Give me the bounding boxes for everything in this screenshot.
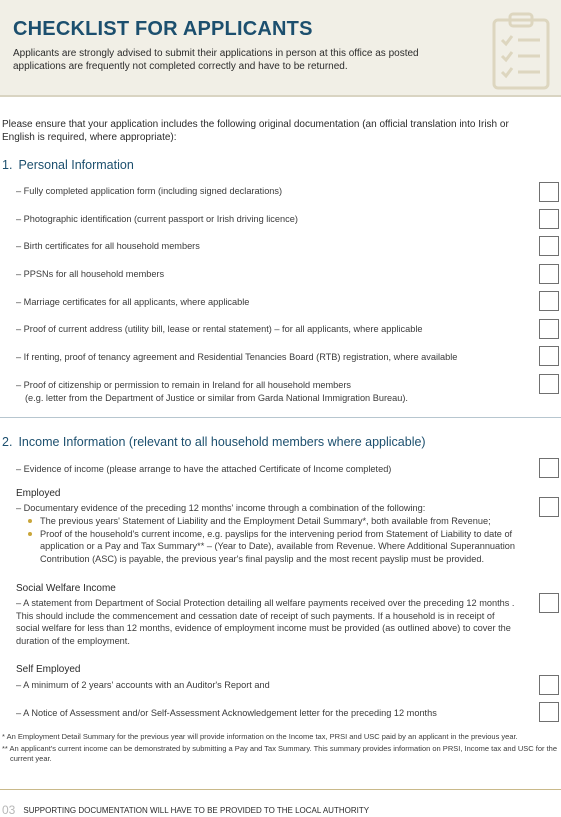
- checkbox-employed[interactable]: [539, 497, 559, 517]
- employed-bullet-current-income: Proof of the household's current income, e.g. payslips for the intervening period from Statement of Liability to date of application or a Pay and Tax Summary** – (Year to Date), available from Revenue. Where Additional Superannuation Contribution (ASC) is payable, the previous year's final payslip and the most recent payslip must be provided.: [26, 528, 551, 566]
- footer-divider: [0, 789, 561, 790]
- citizenship-line-2: (e.g. letter from the Department of Justice or similar from Garda National Immigration Bureau).: [25, 392, 408, 403]
- header-banner: [0, 0, 561, 97]
- checklist-item-application-form: – Fully completed application form (including signed declarations): [16, 186, 283, 196]
- section-1-heading: [2, 158, 134, 172]
- section-2-number: 2.: [2, 435, 13, 449]
- section-1-title: Personal Information: [18, 158, 134, 172]
- citizenship-line-1: – Proof of citizenship or permission to remain in Ireland for all household members: [16, 380, 351, 390]
- footer-text: SUPPORTING DOCUMENTATION WILL HAVE TO BE PROVIDED TO THE LOCAL AUTHORITY: [23, 806, 370, 815]
- checkbox-ppsns[interactable]: [539, 264, 559, 284]
- checkbox-proof-of-address[interactable]: [539, 319, 559, 339]
- checklist-item-proof-of-address: – Proof of current address (utility bill, lease or rental statement) – for all applicants, where applicable: [16, 324, 423, 334]
- checkbox-birth-certificates[interactable]: [539, 236, 559, 256]
- footnote-2: ** An applicant's current income can be demonstrated by submitting a Pay and Tax Summary. This summary provides information on PRSI, Income tax and USC for the current year.: [2, 744, 558, 763]
- section-1-number: 1.: [2, 158, 13, 172]
- checklist-item-citizenship: [16, 379, 531, 404]
- footnotes: [2, 732, 558, 766]
- social-welfare-text: – A statement from Department of Social Protection detailing all welfare payments received over the preceding 12 months . This should include the commencement and cessation date of receipt of such payments. If a household is in receipt of social welfare for less than 12 months, evidence of employment income must be provided (as outlined above) to cover the duration of the employment.: [16, 598, 515, 646]
- page-title: CHECKLIST FOR APPLICANTS: [13, 18, 313, 40]
- checklist-item-photo-id: – Photographic identification (current passport or Irish driving licence): [16, 214, 298, 224]
- checklist-item-birth-certificates: – Birth certificates for all household members: [16, 241, 200, 251]
- section-divider: [0, 417, 561, 418]
- page-number: 03: [2, 803, 16, 817]
- social-welfare-heading: Social Welfare Income: [16, 583, 116, 594]
- footnote-1: * An Employment Detail Summary for the previous year will provide information on the Income tax, PRSI and USC paid by an applicant in the previous year.: [2, 732, 518, 741]
- checkbox-photo-id[interactable]: [539, 209, 559, 229]
- employed-bullet-list: [26, 515, 551, 565]
- checkbox-application-form[interactable]: [539, 182, 559, 202]
- self-employed-assessment: – A Notice of Assessment and/or Self-Assessment Acknowledgement letter for the preceding 12 months: [16, 708, 437, 718]
- employed-text: – Documentary evidence of the preceding 12 months' income through a combination of the following:: [16, 503, 426, 513]
- employed-heading: Employed: [16, 488, 61, 499]
- clipboard-checklist-icon: [488, 10, 554, 92]
- checklist-item-ppsns: – PPSNs for all household members: [16, 269, 165, 279]
- checklist-item-tenancy: – If renting, proof of tenancy agreement and Residential Tenancies Board (RTB) registration, where available: [16, 352, 458, 362]
- checkbox-evidence-of-income[interactable]: [539, 458, 559, 478]
- checkbox-self-employed-accounts[interactable]: [539, 675, 559, 695]
- self-employed-heading: Self Employed: [16, 664, 81, 675]
- section-2-title: Income Information (relevant to all household members where applicable): [18, 435, 426, 449]
- checkbox-tenancy[interactable]: [539, 346, 559, 366]
- checkbox-social-welfare[interactable]: [539, 593, 559, 613]
- section-2-heading: [2, 435, 426, 449]
- checkbox-self-employed-assessment[interactable]: [539, 702, 559, 722]
- checklist-item-marriage-certificates: – Marriage certificates for all applicants, where applicable: [16, 297, 250, 307]
- lead-paragraph: Please ensure that your application includes the following original documentation (an official translation into Irish or English is required, where appropriate):: [2, 119, 509, 143]
- checkbox-marriage-certificates[interactable]: [539, 291, 559, 311]
- checkbox-citizenship[interactable]: [539, 374, 559, 394]
- intro-text: Applicants are strongly advised to submit their applications in person at this office as posted applications are frequently not completed correctly and have to be returned.: [13, 48, 419, 72]
- footer: [2, 803, 369, 817]
- checklist-item-evidence-of-income: – Evidence of income (please arrange to have the attached Certificate of Income completed): [16, 464, 392, 474]
- self-employed-accounts: – A minimum of 2 years' accounts with an Auditor's Report and: [16, 680, 270, 690]
- employed-bullet-statement: The previous years' Statement of Liability and the Employment Detail Summary*, both available from Revenue;: [26, 515, 551, 528]
